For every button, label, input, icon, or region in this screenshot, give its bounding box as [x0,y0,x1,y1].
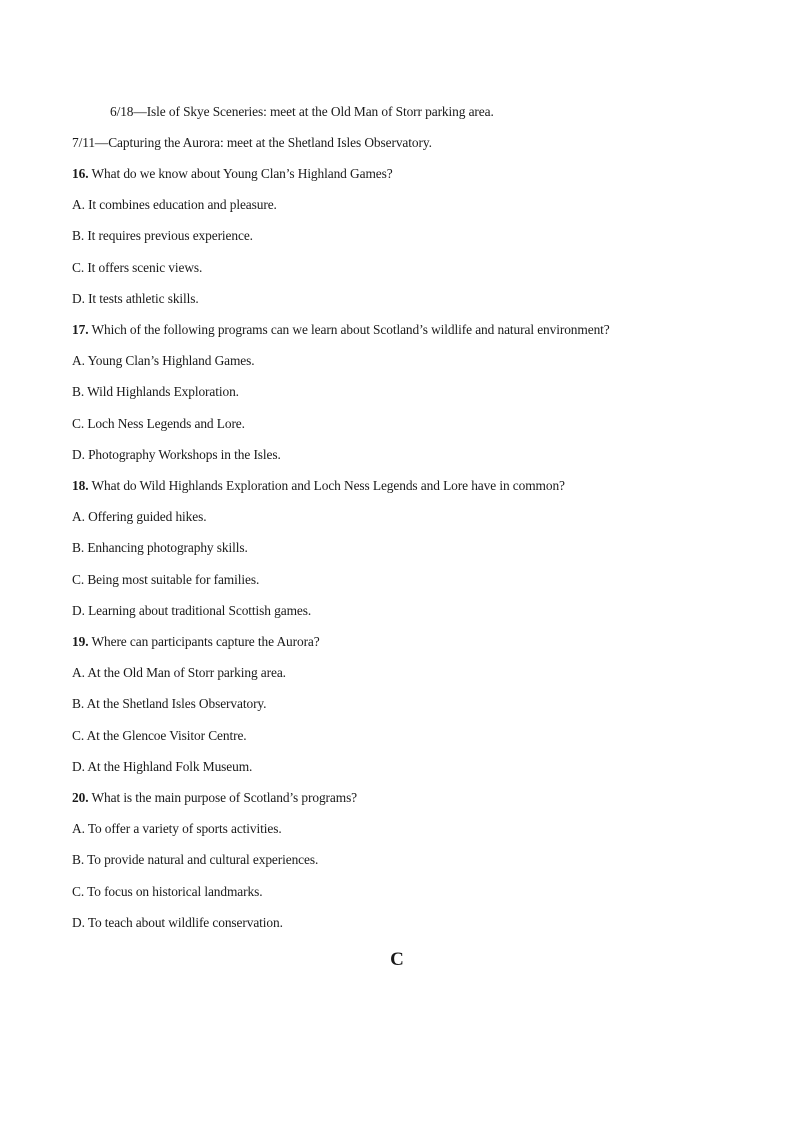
option-17-d: D. Photography Workshops in the Isles. [72,447,281,462]
question-20 [72,790,357,806]
option-16-a: A. It combines education and pleasure. [72,197,277,212]
option-20-b: B. To provide natural and cultural experiences. [72,852,319,867]
option-18-a: A. Offering guided hikes. [72,509,207,524]
question-number: 16. [72,166,89,181]
schedule-line-aurora: 7/11—Capturing the Aurora: meet at the Shetland Isles Observatory. [72,135,432,150]
option-16-b: B. It requires previous experience. [72,228,253,243]
question-text: What do we know about Young Clan’s Highland Games? [91,166,393,181]
option-16-d: D. It tests athletic skills. [72,291,199,306]
question-number: 19. [72,634,89,649]
question-16 [72,166,393,182]
option-20-d: D. To teach about wildlife conservation. [72,915,283,930]
schedule-line-skye: 6/18—Isle of Skye Sceneries: meet at the Old Man of Storr parking area. [110,104,494,119]
question-text: Where can participants capture the Aurora? [91,634,320,649]
option-20-a: A. To offer a variety of sports activities. [72,821,282,836]
question-number: 17. [72,322,89,337]
option-19-d: D. At the Highland Folk Museum. [72,759,253,774]
option-20-c: C. To focus on historical landmarks. [72,884,263,899]
question-17 [72,322,610,338]
option-19-c: C. At the Glencoe Visitor Centre. [72,728,247,743]
option-18-c: C. Being most suitable for families. [72,572,260,587]
question-text: What is the main purpose of Scotland’s programs? [91,790,358,805]
option-16-c: C. It offers scenic views. [72,260,203,275]
question-text: Which of the following programs can we learn about Scotland’s wildlife and natural environment? [91,322,610,337]
option-18-d: D. Learning about traditional Scottish games. [72,603,312,618]
question-number: 18. [72,478,89,493]
option-19-b: B. At the Shetland Isles Observatory. [72,696,267,711]
option-17-b: B. Wild Highlands Exploration. [72,384,239,399]
question-19 [72,634,320,650]
question-number: 20. [72,790,89,805]
option-18-b: B. Enhancing photography skills. [72,540,248,555]
question-18 [72,478,565,494]
question-text: What do Wild Highlands Exploration and Loch Ness Legends and Lore have in common? [91,478,565,493]
option-17-a: A. Young Clan’s Highland Games. [72,353,255,368]
option-19-a: A. At the Old Man of Storr parking area. [72,665,286,680]
section-heading-c: C [390,949,404,970]
option-17-c: C. Loch Ness Legends and Lore. [72,416,245,431]
